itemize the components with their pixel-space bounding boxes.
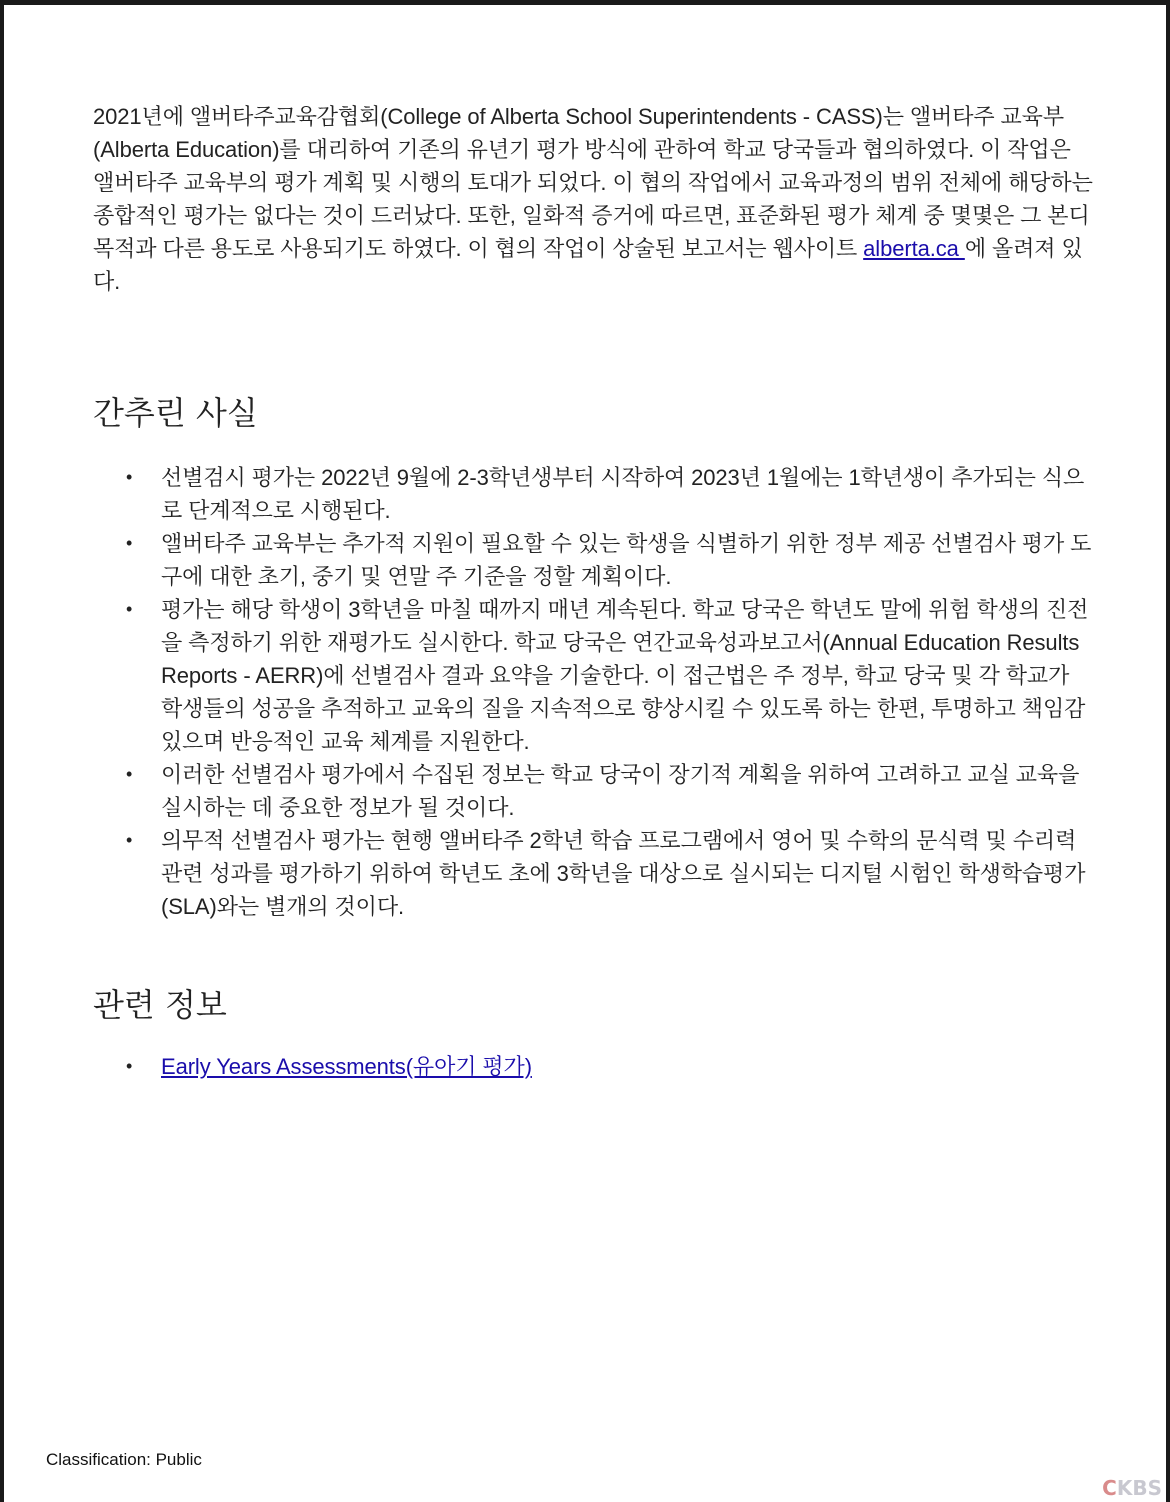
facts-list xyxy=(93,461,1093,923)
fact-text: 의무적 선별검사 평가는 현행 앨버타주 2학년 학습 프로그램에서 영어 및 수학의 문식력 및 수리력 관련 성과를 평가하기 위하여 학년도 초에 3학년을 대상으로 실시되는 디지털 시험인 학생학습평가(SLA)와는 별개의 것이다. xyxy=(161,828,1086,919)
document-body xyxy=(93,100,1093,1079)
alberta-ca-link[interactable]: alberta.ca xyxy=(863,236,965,261)
list-item xyxy=(93,824,1093,923)
fact-text: 평가는 해당 학생이 3학년을 마칠 때까지 매년 계속된다. 학교 당국은 학년도 말에 위험 학생의 진전을 측정하기 위한 재평가도 실시한다. 학교 당국은 연간교육성과보고서(Annual Education Results Reports - AERR)에 선별검사 결과 요약을 기술한다. 이 접근법은 주 정부, 학교 당국 및 각 학교가 학생들의 성공을 추적하고 교육의 질을 지속적으로 향상시킬 수 있도록 하는 한편, 투명하고 책임감 있으며 반응적인 교육 체계를 지원한다. xyxy=(161,597,1089,754)
classification-label: Classification: Public xyxy=(46,1450,202,1469)
bullet-icon: • xyxy=(126,533,133,553)
list-item xyxy=(93,593,1093,758)
early-years-assessments-link[interactable]: Early Years Assessments(유아기 평가) xyxy=(161,1054,532,1079)
bullet-icon: • xyxy=(126,467,133,487)
bullet-icon: • xyxy=(126,830,133,850)
watermark-rest: KBS xyxy=(1116,1476,1162,1500)
watermark-c: C xyxy=(1102,1476,1117,1500)
intro-paragraph xyxy=(93,100,1093,298)
facts-heading: 간추린 사실 xyxy=(93,394,258,432)
list-item xyxy=(93,1050,532,1083)
fact-text: 이러한 선별검사 평가에서 수집된 정보는 학교 당국이 장기적 계획을 위하여 고려하고 교실 교육을 실시하는 데 중요한 정보가 될 것이다. xyxy=(161,762,1080,820)
fact-text: 앨버타주 교육부는 추가적 지원이 필요할 수 있는 학생을 식별하기 위한 정부 제공 선별검사 평가 도구에 대한 초기, 중기 및 연말 주 기준을 정할 계획이다. xyxy=(161,531,1092,589)
intro-text-end: 에 올려져 있다. xyxy=(93,236,1083,294)
ckbs-watermark xyxy=(1102,1476,1162,1500)
bullet-icon: • xyxy=(126,599,133,619)
bullet-icon: • xyxy=(126,1056,133,1076)
fact-text: 선별검시 평가는 2022년 9월에 2-3학년생부터 시작하여 2023년 1월에는 1학년생이 추가되는 식으로 단계적으로 시행된다. xyxy=(161,465,1085,523)
related-heading: 관련 정보 xyxy=(93,986,227,1024)
intro-text: 2021년에 앨버타주교육감협회(College of Alberta School Superintendents - CASS)는 앨버타주 교육부(Alberta Education)를 대리하여 기존의 유년기 평가 방식에 관하여 학교 당국들과 협의하였다. 이 작업은 앨버타주 교육부의 평가 계획 및 시행의 토대가 되었다. 이 협의 작업에서 교육과정의 범위 전체에 해당하는 종합적인 평가는 없다는 것이 드러났다. 또한, 일화적 증거에 따르면, 표준화된 평가 체계 중 몇몇은 그 본디 목적과 다른 용도로 사용되기도 하였다. 이 협의 작업이 상술된 보고서는 웹사이트 xyxy=(93,104,1093,261)
list-item xyxy=(93,758,1093,824)
list-item xyxy=(93,527,1093,593)
list-item xyxy=(93,461,1093,527)
related-list xyxy=(93,1050,532,1083)
bullet-icon: • xyxy=(126,764,133,784)
